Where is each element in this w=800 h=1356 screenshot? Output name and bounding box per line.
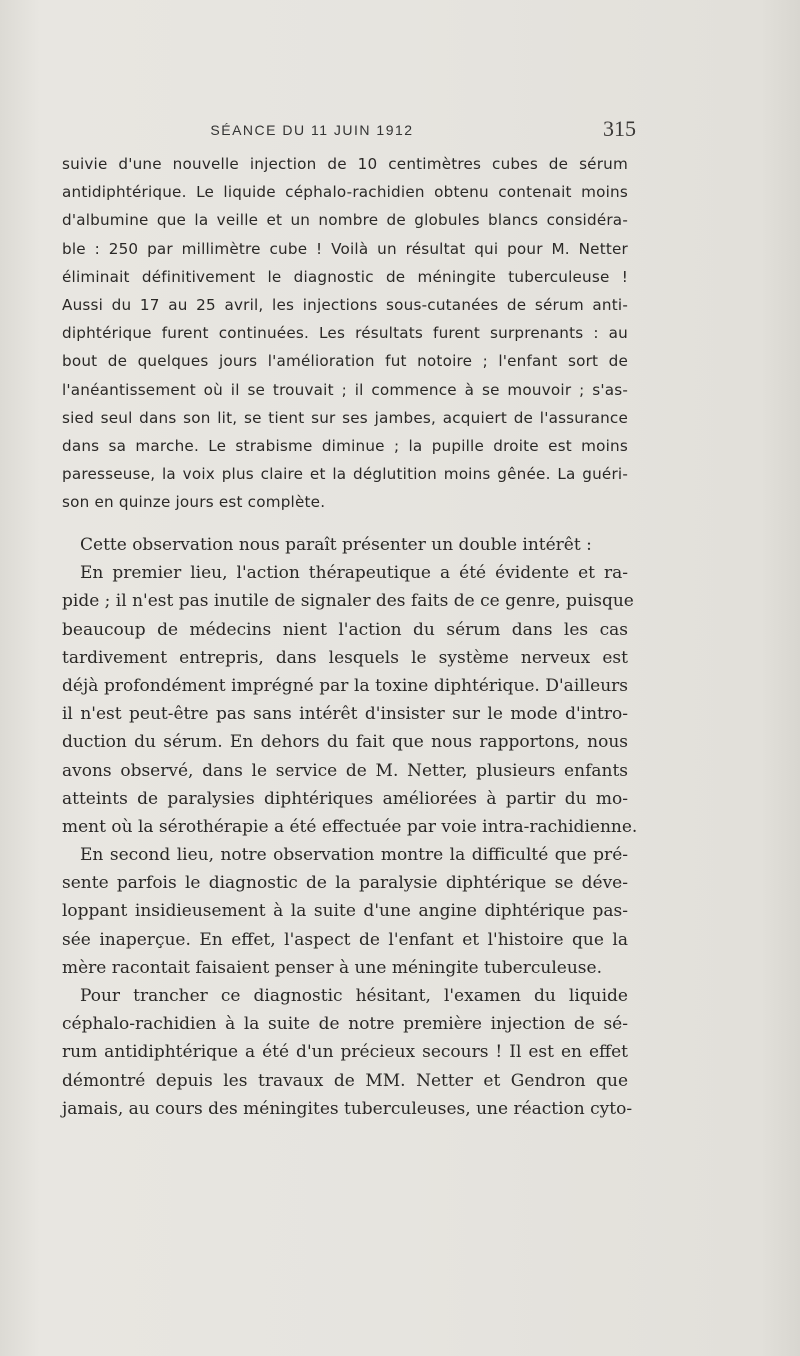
text-line: bout de quelques jours l'amélioration fut notoire ; l'enfant sort de xyxy=(62,352,628,371)
paragraph-intro xyxy=(62,531,628,559)
text-line: ble : 250 par millimètre cube ! Voilà un résultat qui pour M. Netter xyxy=(62,239,628,258)
text-line: Cette observation nous paraît présenter un double intérêt : xyxy=(80,535,592,555)
paragraph-first-point xyxy=(62,559,638,841)
text-line: son en quinze jours est complète. xyxy=(62,493,326,512)
text-line: duction du sérum. En dehors du fait que nous rapportons, nous xyxy=(62,732,628,753)
paragraph-second-point xyxy=(62,841,628,982)
text-line: beaucoup de médecins nient l'action du sérum dans les cas xyxy=(62,619,628,640)
text-line: éliminait définitivement le diagnostic de méningite tuberculeuse ! xyxy=(62,267,628,286)
text-line: En premier lieu, l'action thérapeutique a été évidente et ra- xyxy=(80,563,628,584)
text-line: paresseuse, la voix plus claire et la déglutition moins gênée. La guéri- xyxy=(62,465,628,484)
text-line: loppant insidieusement à la suite d'une angine diphtérique pas- xyxy=(62,901,628,922)
text-line: antidiphtérique. Le liquide céphalo-rachidien obtenu contenait moins xyxy=(62,183,628,202)
running-head xyxy=(62,116,636,142)
text-line: ment où la sérothérapie a été effectuée par voie intra-rachidienne. xyxy=(62,816,638,837)
text-line: démontré depuis les travaux de MM. Netter et Gendron que xyxy=(62,1070,628,1091)
text-line: rum antidiphtérique a été d'un précieux secours ! Il est en effet xyxy=(62,1042,628,1063)
discussion-text xyxy=(62,531,638,1123)
text-line: jamais, au cours des méningites tuberculeuses, une réaction cyto- xyxy=(62,1098,633,1119)
text-line: mère racontait faisaient penser à une méningite tuberculeuse. xyxy=(62,957,602,978)
page-number: 315 xyxy=(603,116,636,141)
text-line: En second lieu, notre observation montre la difficulté que pré- xyxy=(80,845,628,866)
text-line: il n'est peut-être pas sans intérêt d'insister sur le mode d'intro- xyxy=(62,704,628,725)
case-report-text xyxy=(62,150,628,516)
text-line: déjà profondément imprégné par la toxine diphtérique. D'ailleurs xyxy=(62,675,628,696)
text-line: Aussi du 17 au 25 avril, les injections sous-cutanées de sérum anti- xyxy=(62,295,628,314)
text-line: sente parfois le diagnostic de la paralysie diphtérique se déve- xyxy=(62,873,628,894)
running-head-title: SÉANCE DU 11 JUIN 1912 xyxy=(210,122,414,138)
paragraph-diagnosis xyxy=(62,982,633,1123)
text-line: d'albumine que la veille et un nombre de globules blancs considéra- xyxy=(62,211,628,230)
text-line: sée inaperçue. En effet, l'aspect de l'enfant et l'histoire que la xyxy=(62,929,628,950)
text-line: atteints de paralysies diphtériques améliorées à partir du mo- xyxy=(62,788,628,809)
text-line: dans sa marche. Le strabisme diminue ; la pupille droite est moins xyxy=(62,436,628,455)
text-line: tardivement entrepris, dans lesquels le système nerveux est xyxy=(62,647,628,668)
text-line: suivie d'une nouvelle injection de 10 centimètres cubes de sérum xyxy=(62,155,628,173)
text-line: céphalo-rachidien à la suite de notre première injection de sé- xyxy=(62,1014,628,1035)
text-line: l'anéantissement où il se trouvait ; il commence à se mouvoir ; s'as- xyxy=(62,380,628,399)
text-line: pide ; il n'est pas inutile de signaler des faits de ce genre, puisque xyxy=(62,591,634,612)
text-line: avons observé, dans le service de M. Netter, plusieurs enfants xyxy=(62,760,628,781)
text-line: diphtérique furent continuées. Les résultats furent surprenants : au xyxy=(62,324,628,343)
text-line: Pour trancher ce diagnostic hésitant, l'examen du liquide xyxy=(80,986,628,1006)
text-line: sied seul dans son lit, se tient sur ses jambes, acquiert de l'assurance xyxy=(62,408,628,427)
